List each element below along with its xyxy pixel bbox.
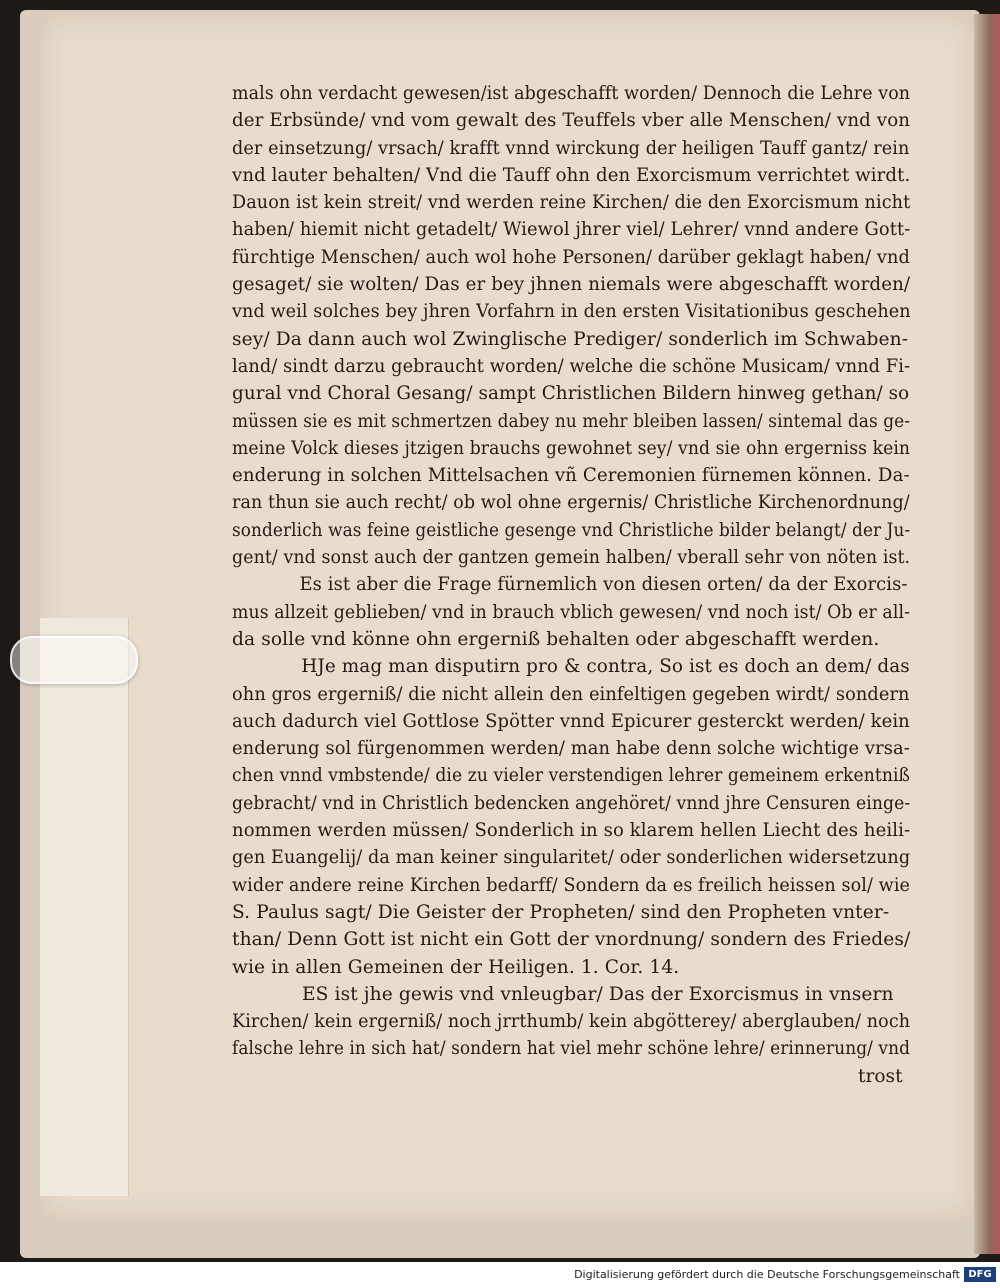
text-line: HJe mag man disputirn pro & contra, So ist es doch an dem/ das [301,656,910,678]
catchword: trost [858,1066,903,1087]
text-line: enderung sol fürgenommen werden/ man habe denn solche wichtige vrsa- [232,738,910,760]
text-line: mals ohn verdacht gewesen/ist abgeschafft worden/ Dennoch die Lehre von [232,83,911,104]
text-line: mus allzeit geblieben/ vnd in brauch vblich gewesen/ vnd noch ist/ Ob er all- [232,601,911,623]
text-line: sonderlich was feine geistliche gesenge vnd Christliche bilder belangt/ der Ju- [232,519,911,541]
text-line: ran thun sie auch recht/ ob wol ohne ergernis/ Christliche Kirchenordnung/ [232,492,910,514]
text-line: da solle vnd könne ohn ergerniß behalten oder abgeschafft werden. [232,628,880,650]
text-line: gesaget/ sie wolten/ Das er bey jhnen niemals were abgeschafft worden/ [232,274,911,296]
text-line: wie in allen Gemeinen der Heiligen. 1. Cor. 14. [232,956,680,978]
text-line: ohn gros ergerniß/ die nicht allein den einfeltigen gegeben wirdt/ sondern [232,683,910,705]
text-line: Dauon ist kein streit/ vnd werden reine Kirchen/ die den Exorcismum nicht [232,192,911,214]
text-line: fürchtige Menschen/ auch wol hohe Personen/ darüber geklagt haben/ vnd [232,246,910,268]
text-line: vnd lauter behalten/ Vnd die Tauff ohn den Exorcismum verrichtet wirdt. [232,164,911,186]
text-line: ES ist jhe gewis vnd vnleugbar/ Das der Exorcismus in vnsern [302,983,894,1005]
text-line: gebracht/ vnd in Christlich bedencken angehöret/ vnnd jhre Censuren einge- [232,792,911,814]
text-line: enderung in solchen Mittelsachen vñ Ceremonien fürnemen können. Da- [232,465,910,487]
text-line: S. Paulus sagt/ Die Geister der Propheten/ sind den Propheten vnter- [232,901,890,923]
text-line: chen vnnd vmbstende/ die zu vieler verstendigen lehrer gemeinem erkentniß [232,765,911,787]
page-text [232,80,910,1063]
text-line: gent/ vnd sonst auch der gantzen gemein halben/ vberall sehr von nöten ist. [232,547,911,569]
text-line: der Erbsünde/ vnd vom gewalt des Teuffels vber alle Menschen/ vnd von [232,110,911,132]
text-line: vnd weil solches bey jhren Vorfahrn in den ersten Visitationibus geschehen [232,301,911,323]
dfg-logo: DFG [964,1267,996,1282]
text-line: Es ist aber die Frage fürnemlich von diesen orten/ da der Exorcis- [299,574,908,596]
text-line: wider andere reine Kirchen bedarff/ Sondern da es freilich heissen sol/ wie [232,874,911,896]
text-line: meine Volck dieses jtzigen brauchs gewohnet sey/ vnd sie ohn ergerniss kein [232,437,911,459]
footer-bar [0,1262,1000,1288]
text-line: Kirchen/ kein ergerniß/ noch jrrthumb/ kein abgötterey/ aberglauben/ noch [232,1011,911,1033]
text-line: auch dadurch viel Gottlose Spötter vnnd Epicurer gesterckt werden/ kein [232,710,910,732]
text-line: gen Euangelij/ da man keiner singularitet/ oder sonderlichen widersetzung [232,847,911,869]
text-line: nommen werden müssen/ Sonderlich in so klarem hellen Liecht des heili- [232,820,911,842]
text-line: haben/ hiemit nicht getadelt/ Wiewol jhrer viel/ Lehrer/ vnnd andere Gott- [232,219,911,241]
page-clip [10,636,138,684]
funding-credit: Digitalisierung gefördert durch die Deutsche Forschungsgemeinschaft [574,1268,960,1281]
text-line: falsche lehre in sich hat/ sondern hat viel mehr schöne lehre/ erinnerung/ vnd [232,1038,911,1060]
inserted-sheet [40,618,129,1196]
text-line: than/ Denn Gott ist nicht ein Gott der vnordnung/ sondern des Friedes/ [232,929,911,951]
text-line: sey/ Da dann auch wol Zwinglische Prediger/ sonderlich im Schwaben- [232,328,909,350]
text-line: müssen sie es mit schmertzen dabey nu mehr bleiben lassen/ sintemal das ge- [232,410,911,432]
text-line: der einsetzung/ vrsach/ krafft vnnd wirckung der heiligen Tauff gantz/ rein [232,137,910,159]
text-line: gural vnd Choral Gesang/ sampt Christlichen Bildern hinweg gethan/ so [232,383,910,405]
book-edge [974,14,1000,1254]
text-line: land/ sindt darzu gebraucht worden/ welche die schöne Musicam/ vnnd Fi- [232,355,911,377]
